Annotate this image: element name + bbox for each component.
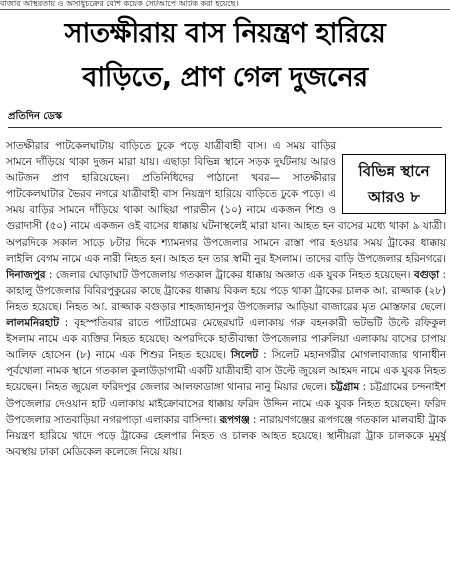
dateline-dinajpur: দিনাজপুর [6,268,46,281]
headline-line-1: সাতক্ষীরায় বাস নিয়ন্ত্রণ হারিয়ে [64,18,386,49]
subhead-box-line-2: আরও ৮ [368,188,420,206]
dateline-sylhet: সিলেট [230,349,259,362]
subhead-box [342,154,446,214]
bogura-text: : কাহালু উপজেলার বিবিরপুকুরের কাছে ট্রাকের ধাক্কায় বিকল হয়ে পড়ে থাকা ট্রাকের চালক আ. রাজ্জাক (২৮) নিহত হয়েছে। নিহত আ. রাজ্জাক বগুড়ার শাহজাহানপুর উপজেলার আড়িয়া বাজারের মৃত মোস্তফার ছেলে। [6,268,446,313]
dateline-chattogram: চট্টগ্রাম [330,381,360,394]
subhead-box-line-1: বিভিন্ন স্থানে [358,162,430,180]
headline [0,12,450,100]
byline-divider [8,127,442,128]
chattogram-text: : চট্টগ্রামের চন্দনাইশ উপজেলার দেওয়ান হাট এলাকায় মাইক্রোবাসের ধাক্কায় ফরিদ উদ্দিন নামে এক যুবক নিহত হয়েছেন। ফরিদ উপজেলার সাতবাড়িয়া নগরপাড়া এলাকার বাসিন্দা। [6,381,446,426]
rupganj-text: : নারায়ণগঞ্জের রূপগঞ্জে গতকাল মালবাহী ট্রাক নিয়ন্ত্রণ হারিয়ে খাদে পড়ে ট্রাকের হেলপার নিহত ও চালক আহত হয়েছে। স্থানীয়রা ট্রাক চালককে মুমূর্ষু অবস্থায় ঢাকা মেডিকেল কলেজে নিয়ে যায়। [6,413,446,458]
byline: প্রতিদিন ডেস্ক [8,111,63,122]
sylhet-text: : সিলেট মহানগরীর মোগলাবাজার থানাধীন পূর্বখোলা নামক স্থানে গতকাল কুলাউড়াগামী একটি যাত্রীবাহী বাস উল্টে জুয়েল আহমদ নামে এক যুবক নিহত হয়েছেন। নিহত জুয়েল ফরিদপুর জেলার আলফাডাঙ্গা থানার নানু মিয়ার ছেলে। [6,349,446,394]
dateline-bogura: বগুড়া [413,268,440,281]
dateline-rupganj: রূপগঞ্জ [219,413,250,426]
lalmonirhat-text: : বৃহস্পতিবার রাতে পাটগ্রামের মেছেরঘাট এলাকায় গরু বহনকারী ভটভটি উল্টে রফিকুল ইসলাম নামে এক ব্যক্তির নিহত হয়েছে। অপরদিকে হাতীবান্ধা উপজেলার পারুলিয়া এলাকায় বাসের চাপায় আলিফ হোসেন (৮) নামে এক শিশুর নিহত হয়েছে। [6,317,446,362]
previous-article-strip: বাজার অস্থিরতায় ও অসাধুচক্রের বেশি কয়েক সেটআপে আটক করা হয়েছে। [0,0,450,10]
headline-line-2: বাড়িতে, প্রাণ গেল দুজনের [82,62,368,93]
dateline-lalmonirhat: লালমনিরহাট [6,317,59,330]
article-lead: সাতক্ষীরার পাটকেলঘাটায় বাড়িতে ঢুকে পড়ে যাত্রীবাহী বাস। এ সময় বাড়ির সামনে দাঁড়িয়ে থাকা দুজন মারা যায়। এছাড়া বিভিন্ন স্থানে সড়ক দুর্ঘটনায় আরও আটজন প্রাণ হারিয়েছেন। প্রতিনিধিদের পাঠানো খবর— সাতক্ষীরার পাটকেলঘাটার ভৈরব নগরে যাত্রীবাহী বাস নিয়ন্ত্রণ হারিয়ে বাড়িতে ঢুকে পড়ে। এ সময় বাড়ির সামনে দাঁড়িয়ে থাকা আছিয়া পারভীন (১০) নামে একজন শিশু ও গুরাদাসী (৫০) নামে একজন ওই বাসের ধাক্কায় ঘটনাস্থলেই মারা যান। আহত হন বাসের মধ্যে থাকা ৯ যাত্রী। অপরদিকে সকাল সাড়ে ৮টার দিকে শ্যামনগর উপজেলার সামনে রাস্তা পার হওয়ার সময় ট্রাকের ধাক্কায় লাইলি বেগম নামে এক নারী নিহত হন। আহত হন তার স্বামী নুর ইসলাম। তাদের বাড়ি উপজেলার হরিনগরে। [6,140,446,265]
article-body [6,138,446,558]
dinajpur-text: : জেলার ঘোড়াঘাট উপজেলায় গতকাল ট্রাকের ধাক্কায় অজ্ঞাত এক যুবক নিহত হয়েছেন। [48,268,411,281]
